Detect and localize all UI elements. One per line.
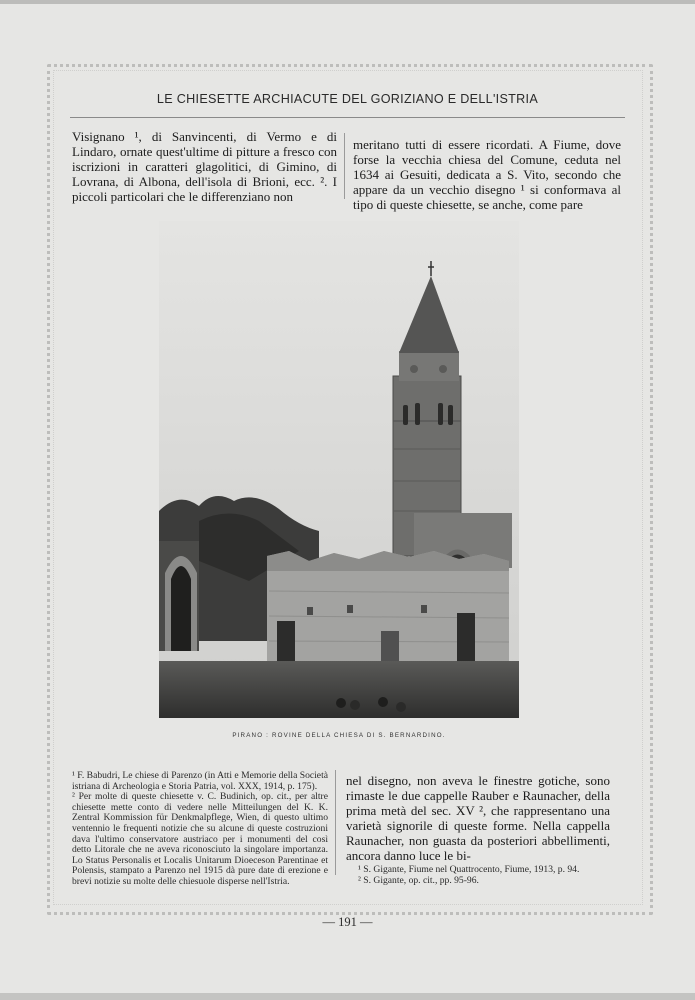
footnote: ¹ F. Babudri, Le chiese di Parenzo (in Atti e Memorie della Società istriana di Archeologia e Storia Patria, vol. XXX, 1914, p. 175). (72, 770, 328, 792)
page-number: — 191 — (322, 915, 373, 929)
top-left-paragraph: Visignano ¹, di Sanvincenti, di Vermo e di Lindaro, ornate quest'ultime di pitture a fresco con iscrizioni in caratteri glagolitici, di Gimino, di Lovrana, di Albona, dell'isola di Brioni, ecc. ². I piccoli particolari che le differenziano non (72, 129, 337, 204)
bottom-right-paragraph: nel disegno, non aveva le finestre gotiche, sono rimaste le due cappelle Rauber e Raunacher, della prima metà del sec. XV ², che rappresentano una varietà signorile di queste forme. Nella cappella Raunacher, non guasta da posteriori abbellimenti, ancora danno luce le bi- (346, 773, 610, 863)
footnotes-left (72, 771, 328, 888)
footnote: ¹ S. Gigante, Fiume nel Quattrocento, Fiume, 1913, p. 94. (358, 864, 580, 875)
header-rule (70, 117, 625, 118)
ruin-photo-illustration (159, 221, 519, 718)
top-edge (0, 0, 695, 4)
bottom-right-column (346, 773, 610, 863)
figure-caption: PIRANO : ROVINE DELLA CHIESA DI S. BERNARDINO. (232, 732, 446, 739)
footnote: ² Per molte di queste chiesette v. C. Budinich, op. cit., per altre chiesette mette conto di vedere nelle Mitteilungen del K. K. Zentral Kommission für Denkmalpflege, Wien, di questo ultimo ventennio le frequenti notizie che su alcune di queste costruzioni dava l'ultimo conservatore austriaco per i monumenti del così detto Litorale che ne aveva riconosciuto la singolare importanza. Lo Status Personalis et Localis Unitarum Dioeceson Parentinae et Polensis, stampato a Parenzo nel 1915 dà pure date di erezione e brevi notizie su molte delle chiesuole disperse nell'Istria. (72, 791, 328, 887)
top-left-column (72, 129, 337, 204)
column-divider (344, 133, 345, 199)
top-right-paragraph: meritano tutti di essere ricordati. A Fiume, dove forse la vecchia chiesa del Comune, ceduta nel 1634 ai Gesuiti, dedicata a S. Vito, secondo che appare da un vecchio disegno ¹ si conformava al tipo di queste chiesette, se anche, come pare (353, 137, 621, 212)
running-header: LE CHIESETTE ARCHIACUTE DEL GORIZIANO E DELL'ISTRIA (156, 92, 539, 106)
footnotes-right (358, 864, 618, 886)
top-right-column (353, 137, 621, 212)
column-divider (335, 770, 336, 875)
footnote: ² S. Gigante, op. cit., pp. 95-96. (358, 875, 479, 886)
church-photograph (159, 221, 519, 718)
bottom-edge (0, 993, 695, 1000)
